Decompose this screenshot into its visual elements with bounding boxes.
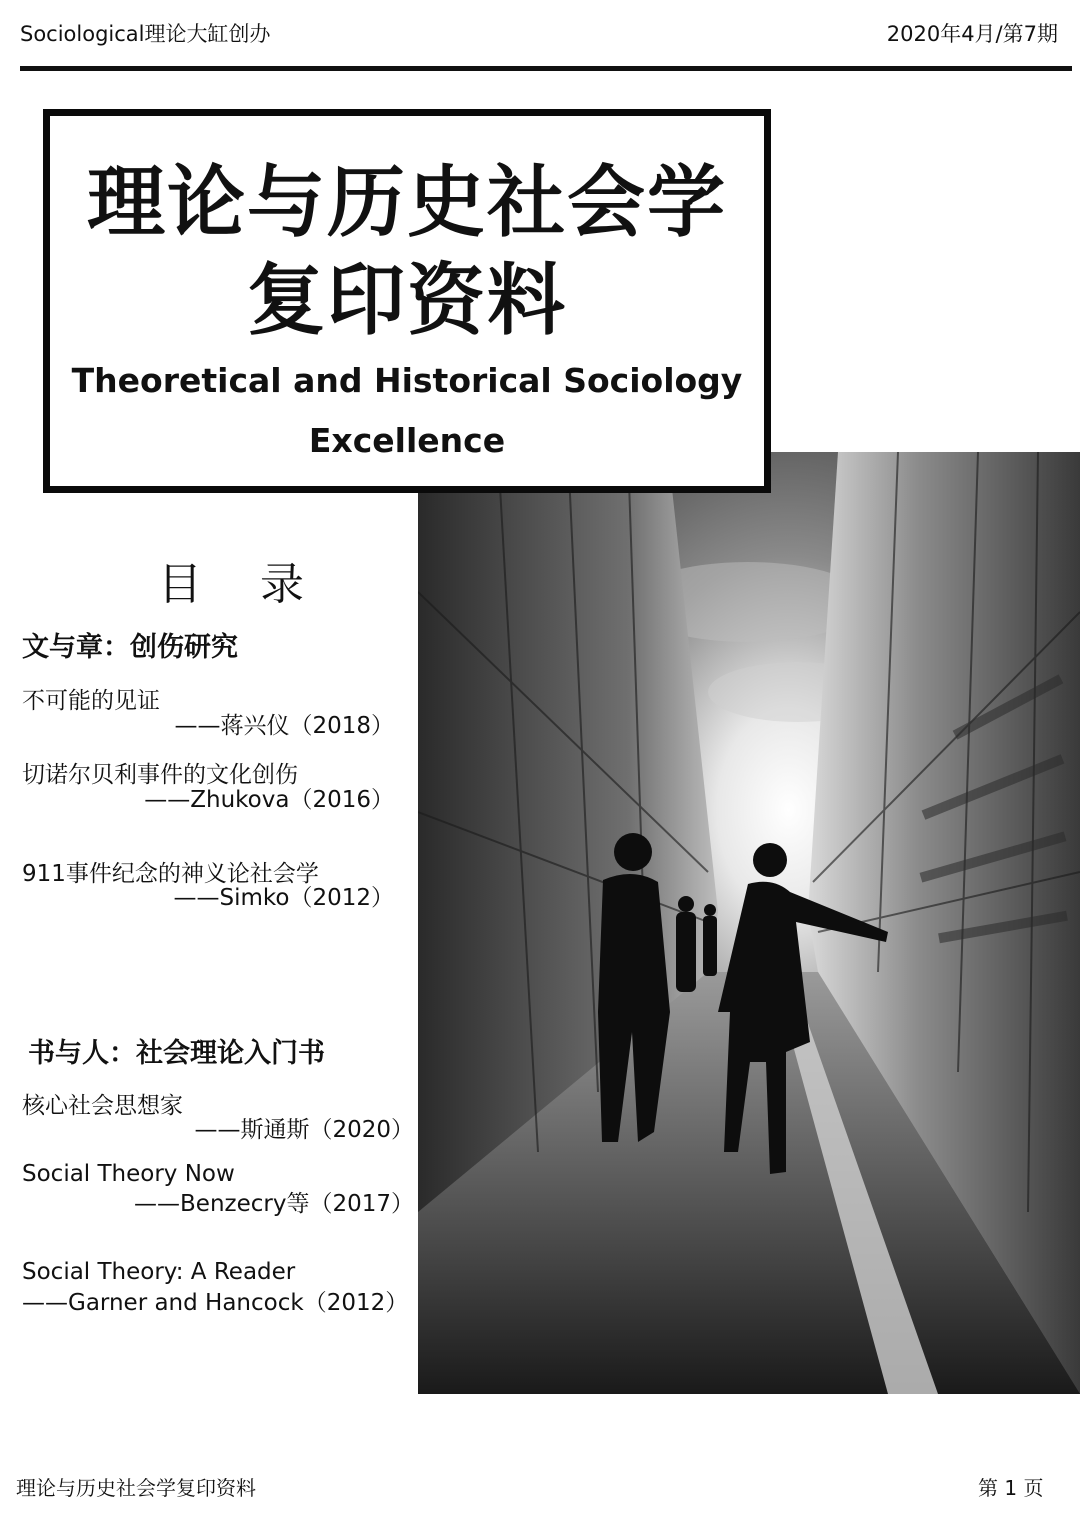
toc-item-title[interactable]: 不可能的见证 xyxy=(22,688,160,714)
toc-section-title: 文与章：创伤研究 xyxy=(22,632,238,663)
header-publisher: Sociological理论大缸创办 xyxy=(20,22,271,46)
title-chinese-line2: 复印资料 xyxy=(246,256,567,346)
toc-item-author: ——Zhukova（2016） xyxy=(144,787,394,813)
header-rule xyxy=(20,66,1072,71)
title-english-line1: Theoretical and Historical Sociology xyxy=(71,361,743,400)
toc-item-title[interactable]: Social Theory Now xyxy=(22,1161,235,1187)
cover-photo xyxy=(418,452,1080,1394)
toc-item-author: ——Benzecry等（2017） xyxy=(134,1191,414,1217)
title-chinese-line1: 理论与历史社会学 xyxy=(86,158,727,248)
page-number: 第 1 页 xyxy=(978,1476,1044,1500)
toc-item-author: ——蒋兴仪（2018） xyxy=(174,713,394,739)
title-english-line2: Excellence xyxy=(308,421,506,460)
header-issue-date: 2020年4月/第7期 xyxy=(886,22,1058,46)
toc-item-author: ——斯通斯（2020） xyxy=(194,1117,414,1143)
toc-item-author: ——Garner and Hancock（2012） xyxy=(22,1290,409,1316)
title-box xyxy=(43,109,771,493)
toc-section-title: 书与人：社会理论入门书 xyxy=(28,1038,325,1069)
footer-title: 理论与历史社会学复印资料 xyxy=(16,1476,256,1500)
toc-item-title[interactable]: Social Theory: A Reader xyxy=(22,1259,296,1285)
toc-item-title[interactable]: 切诺尔贝利事件的文化创伤 xyxy=(22,762,298,788)
toc-item-author: ——Simko（2012） xyxy=(173,885,394,911)
toc-heading: 目 录 xyxy=(158,559,326,610)
toc-item-title[interactable]: 核心社会思想家 xyxy=(22,1093,183,1119)
toc-item-title[interactable]: 911事件纪念的神义论社会学 xyxy=(22,861,319,887)
